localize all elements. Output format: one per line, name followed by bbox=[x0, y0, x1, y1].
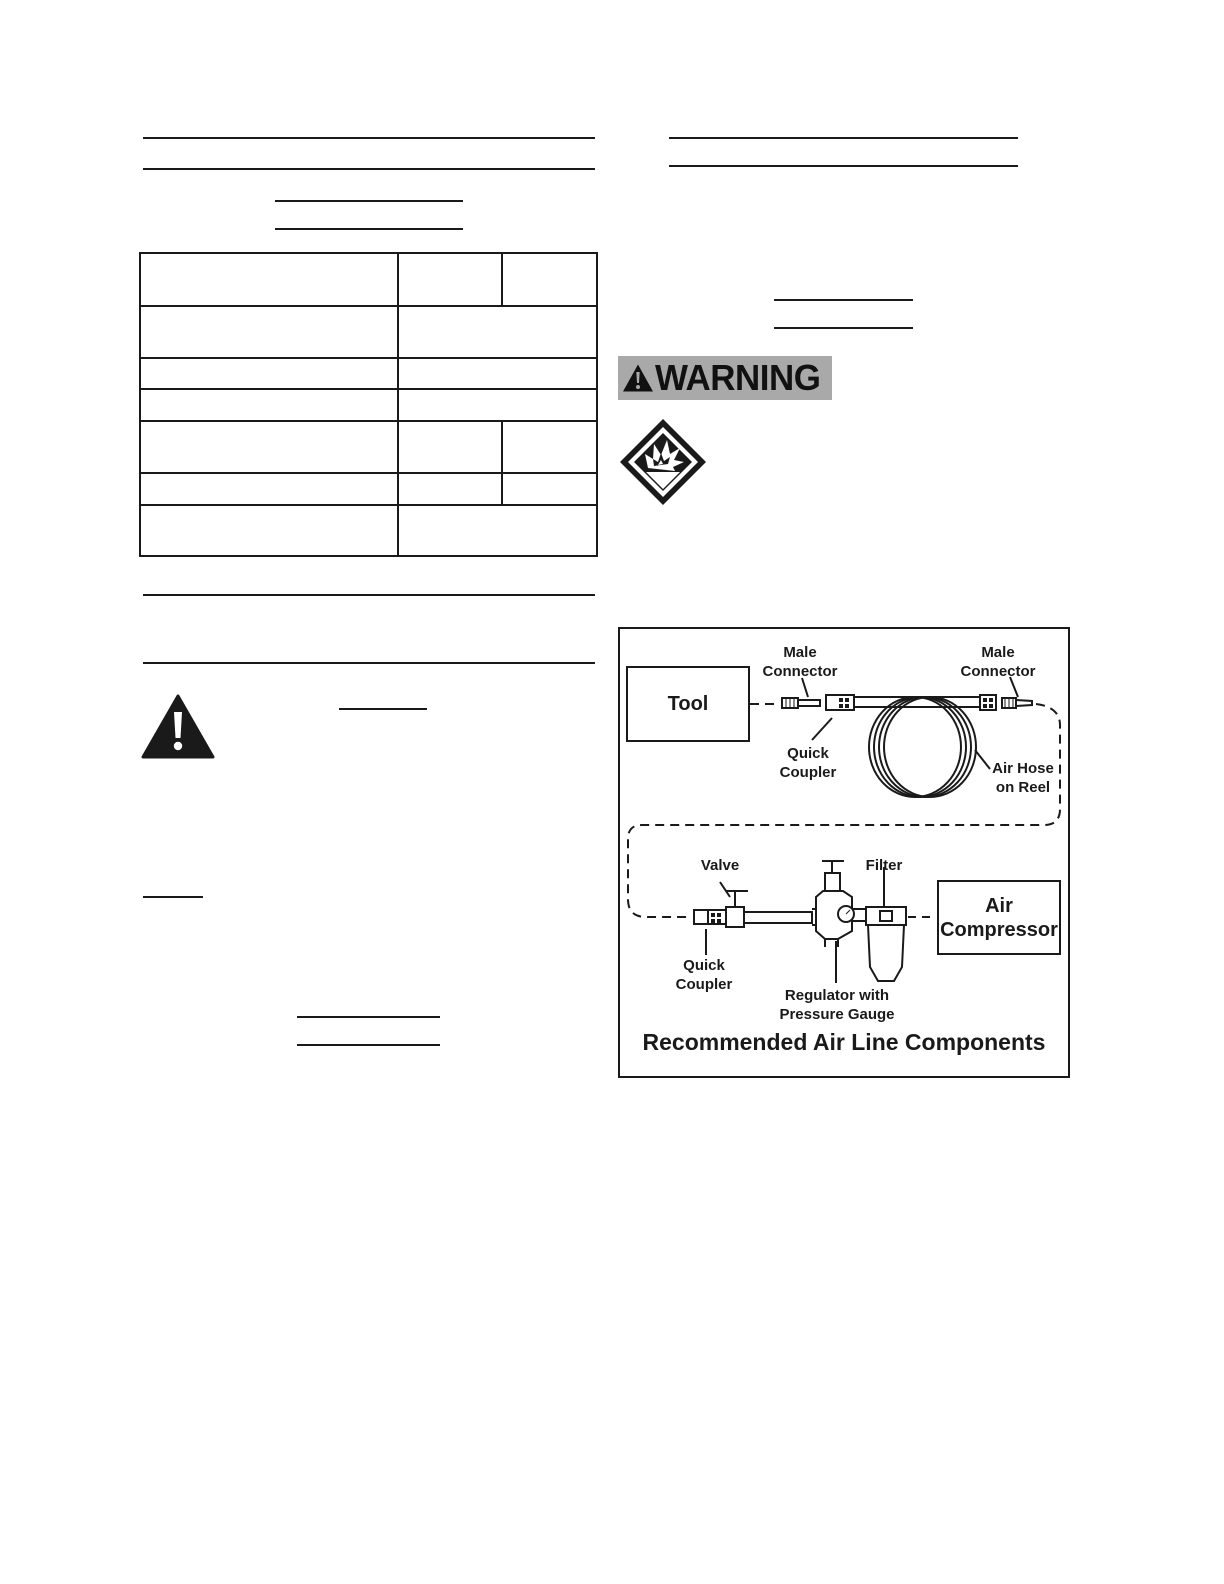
air-hose-label: Air Hose on Reel bbox=[992, 760, 1054, 796]
explosion-hazard-icon bbox=[617, 416, 709, 508]
air-compressor-box: Air Compressor bbox=[937, 880, 1061, 955]
tool-box: Tool bbox=[626, 666, 750, 742]
section-rule-top bbox=[143, 594, 595, 596]
filter-label: Filter bbox=[865, 857, 903, 874]
heading-rule-top bbox=[143, 137, 595, 139]
quick-coupler-label-top: Quick Coupler bbox=[779, 745, 837, 781]
right-heading-rule-top bbox=[669, 137, 1018, 139]
left-subheading-rule-top bbox=[297, 1016, 440, 1018]
male-connector-label-left: Male Connector bbox=[762, 644, 838, 680]
valve-label: Valve bbox=[700, 857, 740, 874]
male-connector-label-right: Male Connector bbox=[960, 644, 1036, 680]
specification-table bbox=[139, 252, 598, 557]
caution-heading-rule bbox=[339, 708, 427, 710]
regulator-label: Regulator with Pressure Gauge bbox=[779, 987, 895, 1023]
note-rule bbox=[143, 896, 203, 898]
heading-rule-bottom bbox=[143, 168, 595, 170]
warning-banner bbox=[618, 356, 832, 400]
air-line-diagram bbox=[618, 627, 1070, 1078]
right-subheading-rule-bottom bbox=[774, 327, 913, 329]
diagram-caption: Recommended Air Line Components bbox=[642, 1029, 1046, 1055]
right-subheading-rule-top bbox=[774, 299, 913, 301]
subheading-rule-bottom bbox=[275, 228, 463, 230]
left-subheading-rule-bottom bbox=[297, 1044, 440, 1046]
right-heading-rule-bottom bbox=[669, 165, 1018, 167]
exclamation-triangle-icon bbox=[141, 694, 215, 760]
warning-triangle-icon bbox=[622, 363, 654, 393]
quick-coupler-label-bottom: Quick Coupler bbox=[675, 957, 733, 993]
subheading-rule-top bbox=[275, 200, 463, 202]
section-rule-bottom bbox=[143, 662, 595, 664]
warning-label: WARNING bbox=[655, 357, 821, 398]
